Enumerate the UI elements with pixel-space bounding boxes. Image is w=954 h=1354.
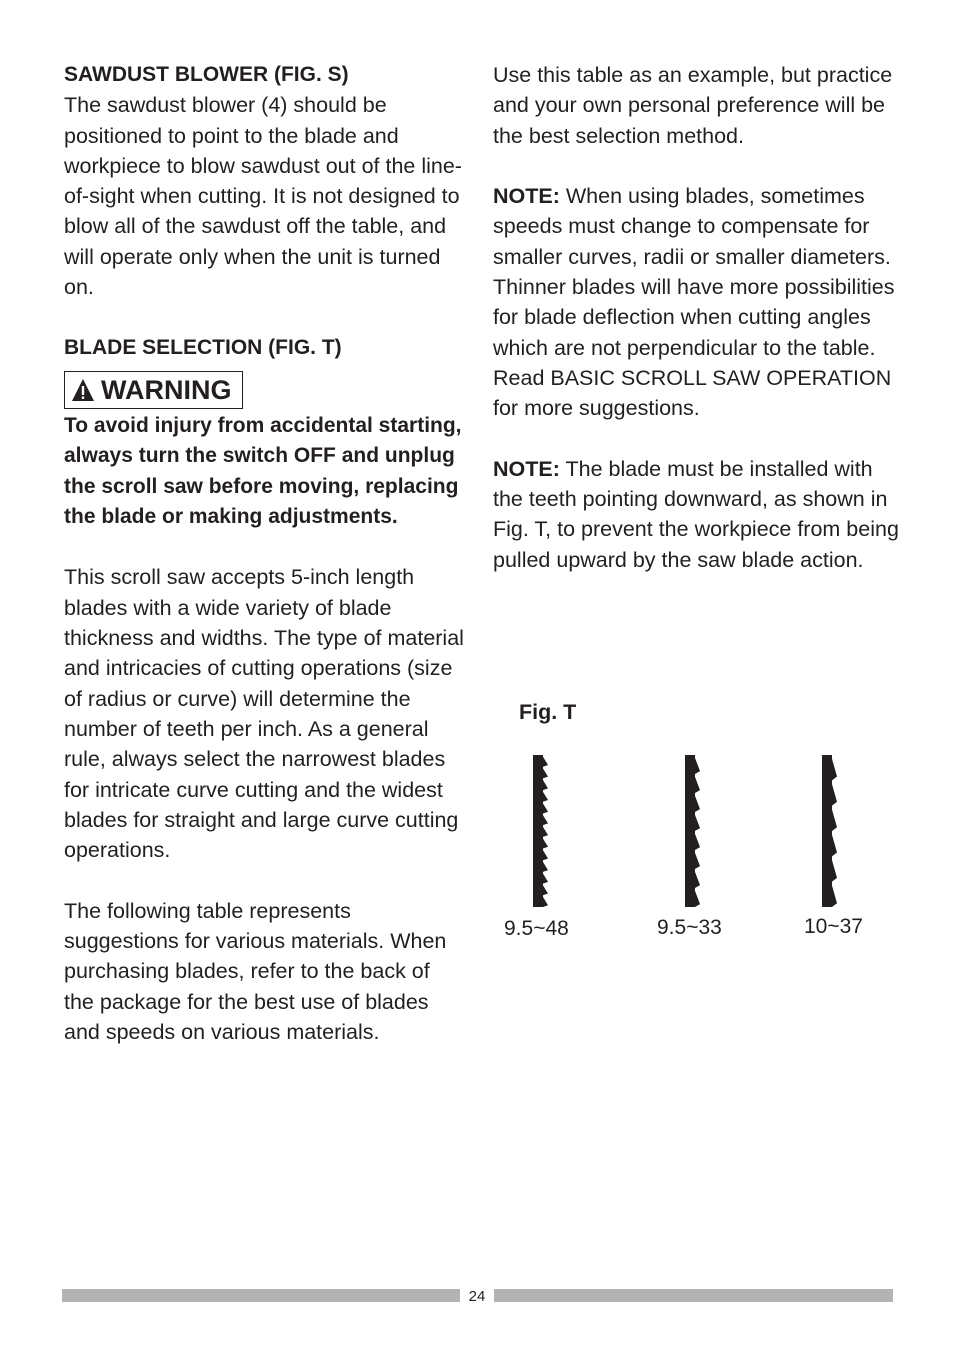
saw-blade-3 <box>822 755 837 907</box>
sawdust-blower-heading: SAWDUST BLOWER (FIG. S) <box>64 63 349 86</box>
footer-bar-left <box>62 1289 460 1302</box>
note-label: NOTE: <box>493 456 560 481</box>
blade-label-3: 10~37 <box>804 915 863 938</box>
warning-triangle-icon <box>71 378 95 402</box>
note-speeds-paragraph <box>493 181 903 423</box>
blade-label-1: 9.5~48 <box>504 917 569 940</box>
warning-label-box <box>64 371 243 409</box>
blade-label-2: 9.5~33 <box>657 916 722 939</box>
note-install-paragraph <box>493 454 903 575</box>
table-suggestions-paragraph: The following table represents suggestions for various materials. When purchasing blades, refer to the back of the package for the best use of blades and speeds on various materials. <box>64 898 447 1044</box>
left-column <box>64 60 464 1047</box>
note-label: NOTE: <box>493 184 560 209</box>
blade-selection-heading: BLADE SELECTION (FIG. T) <box>64 335 342 359</box>
right-column <box>493 60 903 575</box>
note-speeds-text: When using blades, sometimes speeds must change to compensate for smaller curves, radii or smaller diameters. Thinner blades will have more possibilities for blade deflection when cutting angles which are not perpendicular to the table. Read BASIC SCROLL SAW OPERATION for more suggestions. <box>493 184 895 421</box>
warning-text: To avoid injury from accidental starting, always turn the switch OFF and unplug the scroll saw before moving, replacing the blade or making adjustments. <box>64 413 462 528</box>
example-paragraph: Use this table as an example, but practice and your own personal preference will be the best selection method. <box>493 63 893 148</box>
footer-bar-right <box>494 1289 893 1302</box>
note-install-text: The blade must be installed with the teeth pointing downward, as shown in Fig. T, to prevent the workpiece from being pulled upward by the saw blade action. <box>493 456 899 572</box>
saw-blade-2 <box>685 755 700 907</box>
figure-title: Fig. T <box>519 700 577 724</box>
page-number: 24 <box>468 1288 486 1305</box>
warning-label: WARNING <box>101 374 232 405</box>
saw-blade-1 <box>533 755 548 907</box>
blade-diagram <box>500 752 880 914</box>
sawdust-blower-paragraph: The sawdust blower (4) should be positioned to point to the blade and workpiece to blow sawdust out of the line-of-sight when cutting. It is not designed to blow all of the sawdust off the table, and will operate only when the unit is turned on. <box>64 93 462 300</box>
blade-accepts-paragraph: This scroll saw accepts 5-inch length blades with a wide variety of blade thickness and widths. The type of material and intricacies of cutting operations (size of radius or curve) will determine the number of teeth per inch. As a general rule, always select the narrowest blades for intricate curve cutting and the widest blades for straight and large curve cutting operations. <box>64 565 464 863</box>
